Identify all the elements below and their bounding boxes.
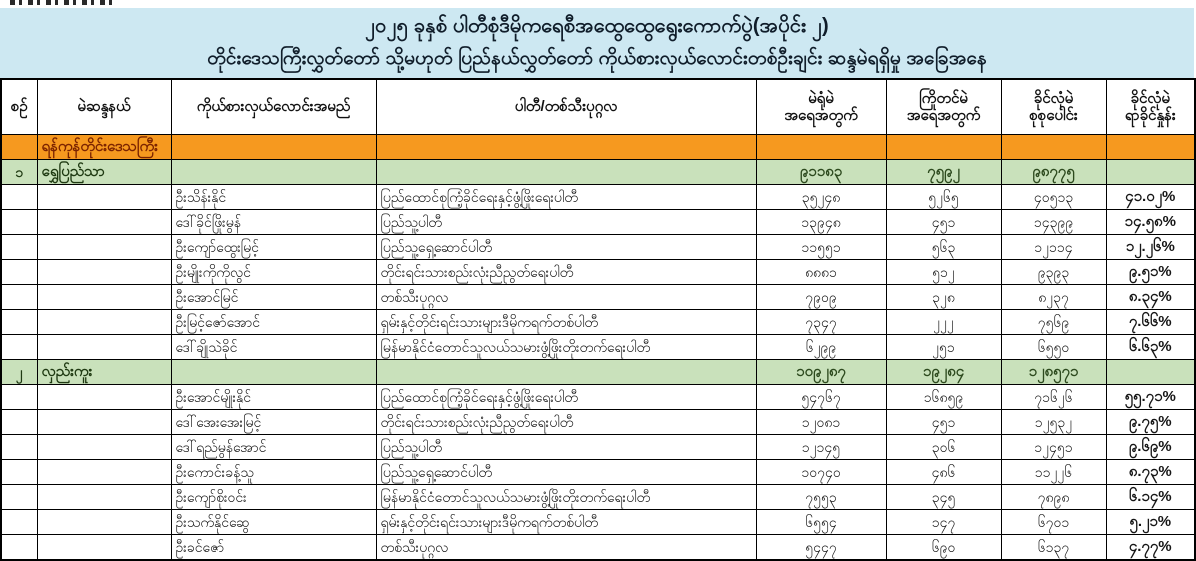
table-row-candidate — [1, 210, 1195, 235]
cell-valid-total: ၇၅၆၉ — [1001, 310, 1106, 335]
cell-valid-total — [1001, 135, 1106, 160]
cell-valid-total: ၁၁၂၂၆ — [1001, 460, 1106, 485]
column-header-valid-total — [1001, 79, 1106, 135]
cell-booth-votes: ၅၄၄၇ — [756, 535, 886, 561]
cell-valid-total: ၁၂၁၁၄ — [1001, 235, 1106, 260]
cell-advance-votes: ၃၄၅ — [886, 485, 1001, 510]
cell-advance-votes: ၄၅၁ — [886, 410, 1001, 435]
cell-booth-votes: ၇၅၅၃ — [756, 485, 886, 510]
cell-advance-votes: ၄၈၆ — [886, 460, 1001, 485]
cell-party: တစ်သီးပုဂ္ဂလ — [376, 285, 756, 310]
table-row-constituency — [1, 360, 1195, 385]
cell-advance-votes: ၇၅၉၂ — [886, 160, 1001, 185]
cell-advance-votes: ၃၂၈ — [886, 285, 1001, 310]
cell-valid-percent: ၆.၆၃% — [1106, 335, 1195, 360]
cell-valid-total: ၇၈၉၈ — [1001, 485, 1106, 510]
cell-serial — [1, 385, 37, 410]
cell-booth-votes: ၁၀၉၂၈၇ — [756, 360, 886, 385]
column-header-candidate-name — [171, 79, 376, 135]
table-row-candidate — [1, 510, 1195, 535]
cell-valid-percent: ၉.၆၉% — [1106, 435, 1195, 460]
page-title: ၂၀၂၅ ခုနှစ် ပါတီစုံဒီမိုကရေစီအထွေထွေရွေးကောက်ပွဲ(အပိုင်း ၂) — [365, 15, 829, 37]
table-row-candidate — [1, 485, 1195, 510]
cell-valid-total: ၁၄၃၉၉ — [1001, 210, 1106, 235]
header-row — [1, 79, 1195, 135]
cell-candidate-name: ဦးအောင်မြင် — [171, 285, 376, 310]
column-header-serial — [1, 79, 37, 135]
cell-valid-percent: ၈.၃၄% — [1106, 285, 1195, 310]
cell-booth-votes: ၆၅၅၄ — [756, 510, 886, 535]
cell-booth-votes: ၁၃၉၄၈ — [756, 210, 886, 235]
cell-serial — [1, 510, 37, 535]
cell-candidate-name — [171, 360, 376, 385]
cell-party: ပြည်သူ့ရှေ့ဆောင်ပါတီ — [376, 235, 756, 260]
cell-serial: ၁ — [1, 160, 37, 185]
table-row-candidate — [1, 260, 1195, 285]
column-header-booth-votes — [756, 79, 886, 135]
header-label: အရေအတွက် — [784, 107, 858, 124]
cell-party: ရှမ်းနှင့်တိုင်းရင်းသားများဒီမိုကရက်တစ်ပါတီ — [376, 310, 756, 335]
cell-valid-percent: ၁၄.၅၈% — [1106, 210, 1195, 235]
cell-party: တစ်သီးပုဂ္ဂလ — [376, 535, 756, 561]
table-row-candidate — [1, 235, 1195, 260]
cell-advance-votes: ၁၆၈၅၉ — [886, 385, 1001, 410]
table-row-constituency — [1, 160, 1195, 185]
cell-advance-votes: ၂၅၁ — [886, 335, 1001, 360]
cell-party: တိုင်းရင်းသားစည်းလုံးညီညွတ်ရေးပါတီ — [376, 260, 756, 285]
cell-constituency — [37, 210, 171, 235]
column-header-constituency — [37, 79, 171, 135]
cell-candidate-name: ဦးအောင်မျိုးနိုင် — [171, 385, 376, 410]
header-label: ခိုင်လုံမဲ — [1130, 89, 1170, 107]
cell-candidate-name: ဦးကျော်စိုးဝင်း — [171, 485, 376, 510]
cell-constituency — [37, 285, 171, 310]
cell-candidate-name: ဒေါ်အေးအေးမြင့် — [171, 410, 376, 435]
cell-valid-total: ၇၁၆၂၆ — [1001, 385, 1106, 410]
column-header-advance-votes — [886, 79, 1001, 135]
cell-constituency — [37, 485, 171, 510]
cell-advance-votes: ၂၂၂ — [886, 310, 1001, 335]
cell-serial — [1, 310, 37, 335]
cell-constituency — [37, 460, 171, 485]
cell-valid-total: ၁၂၈၅၇၁ — [1001, 360, 1106, 385]
cell-constituency: ရွှေပြည်သာ — [37, 160, 171, 185]
table-row-candidate — [1, 310, 1195, 335]
cell-party: မြန်မာနိုင်ငံတောင်သူလယ်သမားဖွံ့ဖြိုးတိုးတက်ရေးပါတီ — [376, 485, 756, 510]
cell-constituency — [37, 185, 171, 210]
cell-booth-votes: ၁၁၅၅၁ — [756, 235, 886, 260]
cell-valid-total: ၉၃၉၃ — [1001, 260, 1106, 285]
cell-constituency — [37, 260, 171, 285]
table-row-candidate — [1, 385, 1195, 410]
table-header — [1, 79, 1195, 135]
cell-advance-votes: ၆၉၀ — [886, 535, 1001, 561]
cell-party: ရှမ်းနှင့်တိုင်းရင်းသားများဒီမိုကရက်တစ်ပါတီ — [376, 510, 756, 535]
results-table — [0, 78, 1196, 561]
page-subtitle: တိုင်းဒေသကြီးလွှတ်တော် သို့မဟုတ် ပြည်နယ်လွှတ်တော် ကိုယ်စားလှယ်လောင်းတစ်ဦးချင်း ဆန္ဒမဲရရှိမှု အခြေအနေ — [207, 48, 987, 69]
cell-booth-votes: ၈၈၈၁ — [756, 260, 886, 285]
cell-constituency — [37, 235, 171, 260]
cell-valid-percent: ၅၅.၇၁% — [1106, 385, 1195, 410]
cell-party: ပြည်ထောင်စုကြံ့ခိုင်ရေးနှင့်ဖွံ့ဖြိုးရေးပါတီ — [376, 185, 756, 210]
header-label: စုစုပေါင်း — [1029, 107, 1078, 124]
cell-booth-votes: ၁၀၇၄၀ — [756, 460, 886, 485]
cell-constituency — [37, 385, 171, 410]
cell-party: တိုင်းရင်းသားစည်းလုံးညီညွတ်ရေးပါတီ — [376, 410, 756, 435]
cell-candidate-name: ဦးကျော်ထွေးမြင့် — [171, 235, 376, 260]
cell-constituency — [37, 335, 171, 360]
cell-party: ပြည်သူ့ရှေ့ဆောင်ပါတီ — [376, 460, 756, 485]
table-row-candidate — [1, 435, 1195, 460]
cell-valid-percent: ၆.၁၄% — [1106, 485, 1195, 510]
cell-serial — [1, 185, 37, 210]
cell-candidate-name: ဦးမြင့်ဇော်အောင် — [171, 310, 376, 335]
cell-serial — [1, 260, 37, 285]
cell-booth-votes: ၁၂၁၄၅ — [756, 435, 886, 460]
cell-candidate-name: ဦးသိန်းနိုင် — [171, 185, 376, 210]
cell-valid-total: ၄၀၅၁၃ — [1001, 185, 1106, 210]
title-band — [0, 8, 1194, 78]
table-row-region — [1, 135, 1195, 160]
cell-valid-total: ၆၇၀၁ — [1001, 510, 1106, 535]
cell-candidate-name — [171, 160, 376, 185]
cell-valid-percent — [1106, 160, 1195, 185]
clipped-print-fragment — [10, 0, 118, 5]
header-label: အရေအတွက် — [906, 107, 981, 124]
cell-booth-votes: ၁၂၀၈၁ — [756, 410, 886, 435]
cell-advance-votes: ၅၁၂ — [886, 260, 1001, 285]
cell-constituency — [37, 310, 171, 335]
header-label: ခိုင်လုံမဲ — [1033, 89, 1074, 107]
cell-valid-percent: ၄၁.၀၂% — [1106, 185, 1195, 210]
cell-valid-percent — [1106, 135, 1195, 160]
cell-booth-votes: ၅၄၇၆၇ — [756, 385, 886, 410]
cell-party — [376, 135, 756, 160]
cell-serial — [1, 135, 37, 160]
cell-advance-votes: ၁၉၂၈၄ — [886, 360, 1001, 385]
header-label: မဲရုံမဲ — [808, 89, 834, 107]
cell-valid-percent: ၅.၂၁% — [1106, 510, 1195, 535]
cell-party: ပြည်သူ့ပါတီ — [376, 435, 756, 460]
cell-serial — [1, 485, 37, 510]
cell-candidate-name: ဦးသက်နိုင်ဆွေ — [171, 510, 376, 535]
cell-candidate-name: ဦးခင်ဇော် — [171, 535, 376, 561]
cell-valid-total: ၉၈၇၇၅ — [1001, 160, 1106, 185]
cell-valid-percent: ၉.၅၁% — [1106, 260, 1195, 285]
cell-advance-votes — [886, 135, 1001, 160]
table-row-candidate — [1, 535, 1195, 561]
cell-serial — [1, 460, 37, 485]
cell-party — [376, 360, 756, 385]
cell-booth-votes: ၉၁၁၈၃ — [756, 160, 886, 185]
cell-constituency — [37, 435, 171, 460]
header-label: ရာခိုင်နှုန်း — [1124, 107, 1176, 124]
table-row-candidate — [1, 285, 1195, 310]
cell-candidate-name: ဦးကောင်းခန့်သူ — [171, 460, 376, 485]
cell-booth-votes: ၃၅၂၄၈ — [756, 185, 886, 210]
table-row-candidate — [1, 460, 1195, 485]
cell-party: ပြည်ထောင်စုကြံ့ခိုင်ရေးနှင့်ဖွံ့ဖြိုးရေးပါတီ — [376, 385, 756, 410]
cell-candidate-name: ဒေါ်ချိုသဲခိုင် — [171, 335, 376, 360]
cell-booth-votes: ၆၂၉၉ — [756, 335, 886, 360]
cell-valid-percent — [1106, 360, 1195, 385]
cell-constituency — [37, 535, 171, 561]
cell-party: ပြည်သူ့ပါတီ — [376, 210, 756, 235]
cell-serial — [1, 335, 37, 360]
cell-serial — [1, 285, 37, 310]
header-label: ကြိုတင်မဲ — [919, 89, 968, 107]
cell-valid-percent: ၄.၇၇% — [1106, 535, 1195, 561]
cell-serial — [1, 210, 37, 235]
cell-constituency: ရန်ကုန်တိုင်းဒေသကြီး — [37, 135, 171, 160]
table-row-candidate — [1, 185, 1195, 210]
cell-advance-votes: ၅၂၆၅ — [886, 185, 1001, 210]
cell-valid-total: ၁၂၅၃၂ — [1001, 410, 1106, 435]
cell-valid-total: ၆၁၃၇ — [1001, 535, 1106, 561]
cell-party: မြန်မာနိုင်ငံတောင်သူလယ်သမားဖွံ့ဖြိုးတိုးတက်ရေးပါတီ — [376, 335, 756, 360]
cell-candidate-name: ဒေါ်ရည်မွန်အောင် — [171, 435, 376, 460]
cell-candidate-name: ဦးမျိုးကိုကိုလွင် — [171, 260, 376, 285]
header-label: ကိုယ်စားလှယ်လောင်းအမည် — [196, 98, 351, 116]
cell-booth-votes: ၇၉၀၉ — [756, 285, 886, 310]
cell-valid-total: ၆၅၅၀ — [1001, 335, 1106, 360]
cell-constituency — [37, 410, 171, 435]
cell-booth-votes: ၇၃၄၇ — [756, 310, 886, 335]
cell-constituency: လှည်းကူး — [37, 360, 171, 385]
cell-valid-total: ၁၂၄၅၁ — [1001, 435, 1106, 460]
cell-serial — [1, 435, 37, 460]
cell-serial — [1, 235, 37, 260]
header-label: ပါတီ/တစ်သီးပုဂ္ဂလ — [514, 98, 618, 116]
column-header-valid-percent — [1106, 79, 1195, 135]
cell-advance-votes: ၃၀၆ — [886, 435, 1001, 460]
cell-valid-percent: ၇.၆၆% — [1106, 310, 1195, 335]
cell-party — [376, 160, 756, 185]
column-header-party — [376, 79, 756, 135]
cell-advance-votes: ၄၅၁ — [886, 210, 1001, 235]
cell-booth-votes — [756, 135, 886, 160]
cell-valid-total: ၈၂၃၇ — [1001, 285, 1106, 310]
cell-advance-votes: ၁၄၇ — [886, 510, 1001, 535]
cell-candidate-name: ဒေါ်ခိုင်ဖြိုးမွန် — [171, 210, 376, 235]
table-row-candidate — [1, 335, 1195, 360]
cell-valid-percent: ၈.၇၃% — [1106, 460, 1195, 485]
table-body — [1, 135, 1195, 561]
cell-valid-percent: ၁၂.၂၆% — [1106, 235, 1195, 260]
cell-serial — [1, 535, 37, 561]
cell-valid-percent: ၉.၇၅% — [1106, 410, 1195, 435]
cell-serial: ၂ — [1, 360, 37, 385]
cell-advance-votes: ၅၆၃ — [886, 235, 1001, 260]
cell-serial — [1, 410, 37, 435]
table-row-candidate — [1, 410, 1195, 435]
header-label: မဲဆန္ဒနယ် — [77, 98, 131, 116]
header-label: စဉ် — [10, 98, 28, 116]
cell-constituency — [37, 510, 171, 535]
cell-candidate-name — [171, 135, 376, 160]
